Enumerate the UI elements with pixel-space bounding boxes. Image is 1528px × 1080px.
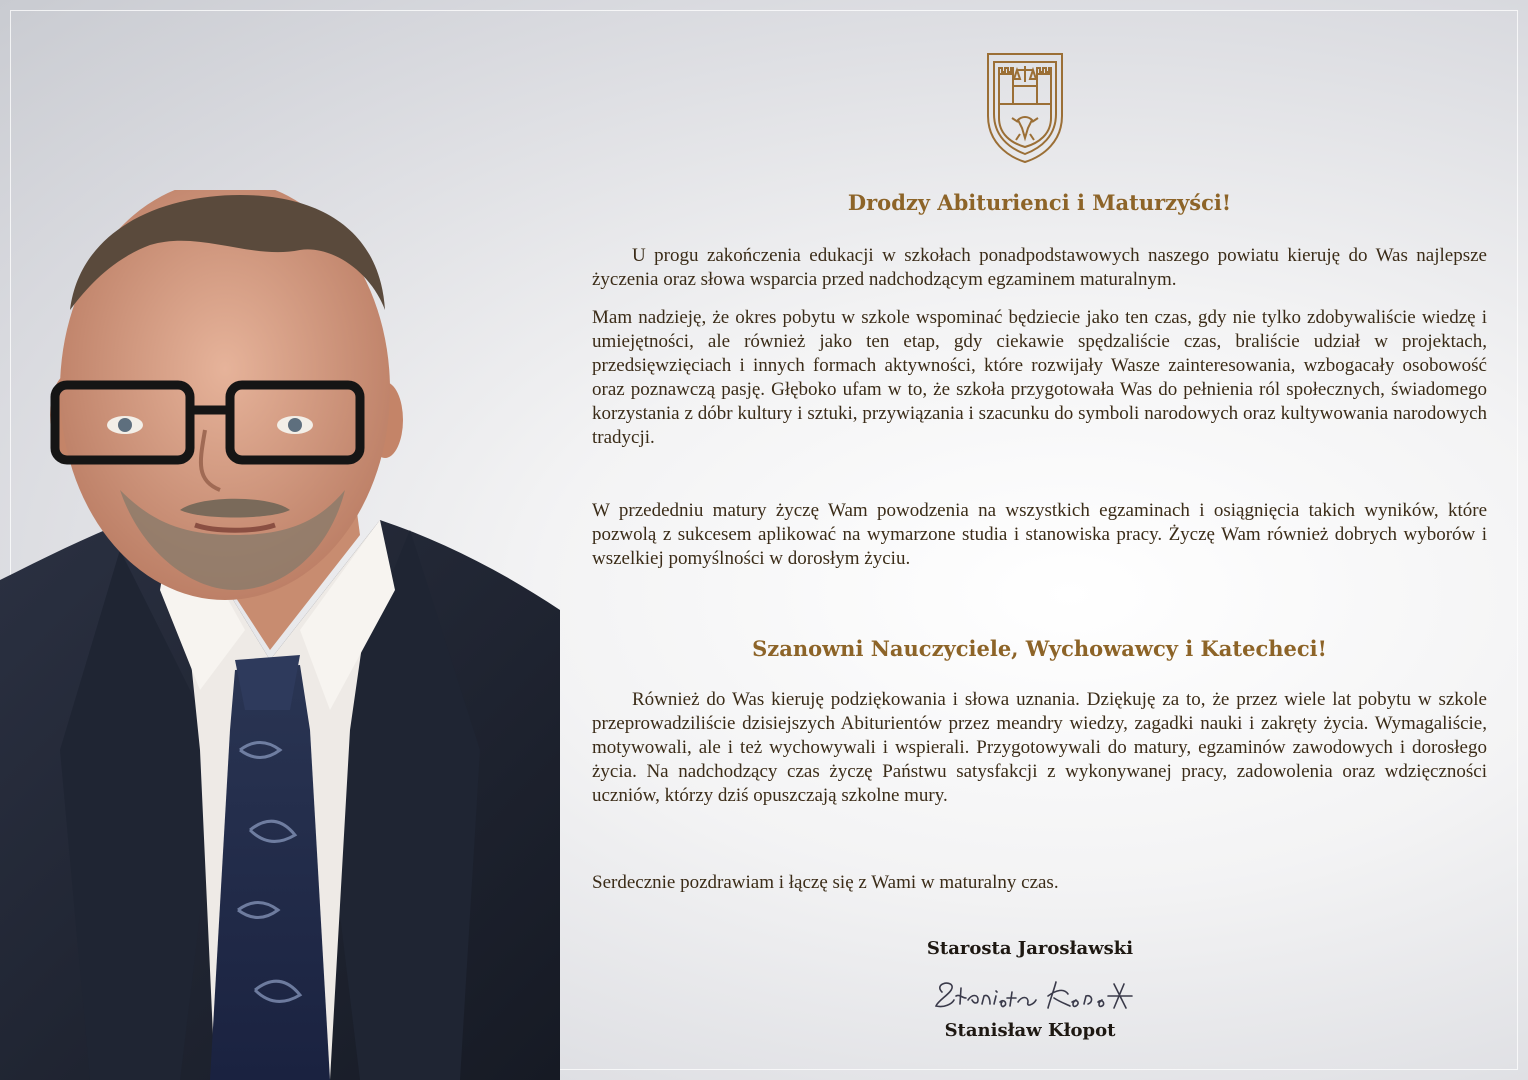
paragraph-closing: Serdecznie pozdrawiam i łączę się z Wami w maturalny czas. — [592, 872, 1059, 893]
paragraph-intro: U progu zakończenia edukacji w szkołach ponadpodstawowych naszego powiatu kieruję do Was najlepsze życzenia oraz słowa wsparcia przed nadchodzącym egzaminem maturalnym. — [592, 245, 1487, 290]
paragraph-wishes: W przededniu matury życzę Wam powodzenia na wszystkich egzaminach i osiągnięcia takich wyników, które pozwolą z sukcesem aplikować na wymarzone studia i stanowiska pracy. Życzę Wam również dobrych wyborów i wszelkiej pomyślności w dorosłym życiu. — [592, 500, 1487, 569]
paragraph-hopes: Mam nadzieję, że okres pobytu w szkole wspominać będziecie jako ten czas, gdy nie tylko zdobywaliście wiedzę i umiejętności, ale również jako ten etap, gdy ciekawie spędzaliście czas, braliście udział w projektach, przedsięwzięciach i innych formach aktywności, które rozwijały Wasze zainteresowania, wzbogacały osobowość oraz poznawczą pasję. Głęboko ufam w to, że szkoła przygotowała Was do pełnienia ról społecznych, świadomego korzystania z dóbr kultury i sztuki, przywiązania i szacunku do symboli narodowych oraz kultywowania narodowych tradycji. — [592, 307, 1487, 448]
portrait-photo — [0, 190, 560, 1080]
coat-of-arms-icon — [984, 46, 1066, 166]
signatory-name: Stanisław Kłopot — [944, 1020, 1116, 1041]
signatory-title: Starosta Jarosławski — [926, 938, 1134, 959]
greeting-heading-teachers: Szanowni Nauczyciele, Wychowawcy i Katecheci! — [752, 636, 1327, 661]
greeting-heading-students: Drodzy Abiturienci i Maturzyści! — [847, 190, 1232, 215]
handwritten-signature — [930, 974, 1160, 1014]
paragraph-teachers: Również do Was kieruję podziękowania i słowa uznania. Dziękuję za to, że przez wiele lat pobytu w szkole przeprowadziliście dzisiejszych Abiturientów przez meandry wiedzy, zagadki nauki i zakręty życia. Wymagaliście, motywowali, ale i też wychowywali i wspierali. Przygotowywali do matury, egzaminów zawodowych i dorosłego życia. Na nadchodzący czas życzę Państwu satysfakcji z wykonywanej pracy, zadowolenia oraz wdzięczności uczniów, którzy dziś opuszczają szkolne mury. — [592, 689, 1487, 806]
